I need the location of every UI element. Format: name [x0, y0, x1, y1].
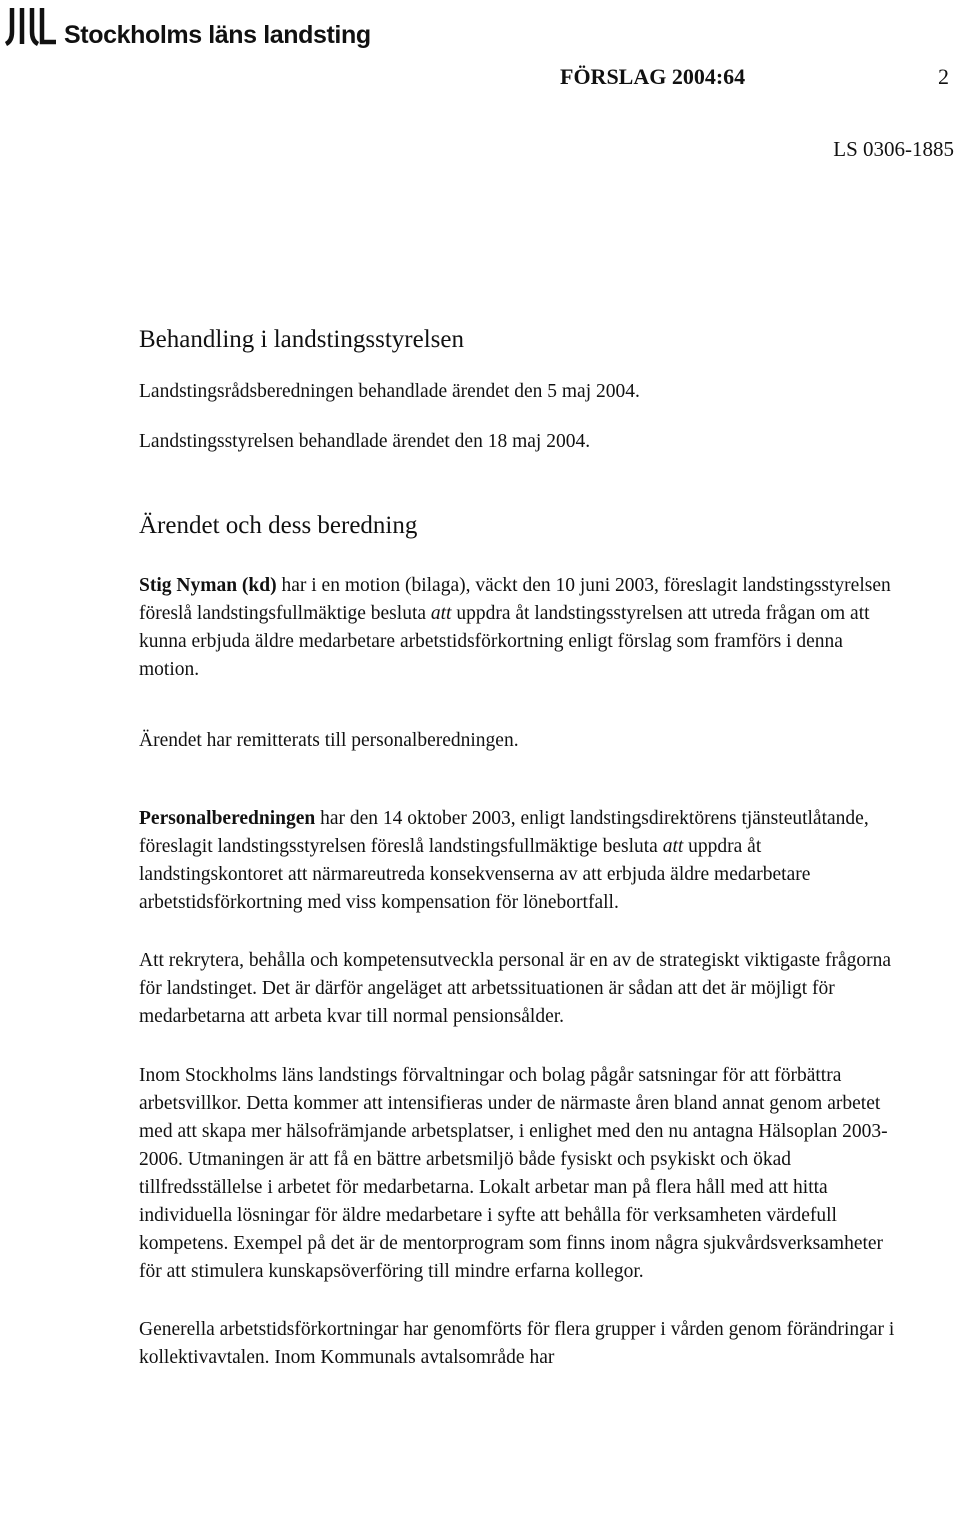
document-title: FÖRSLAG 2004:64: [560, 64, 746, 89]
paragraph-text: har den 14 oktober 2003, enligt landstingsdirektörens tjänsteutlåtande, föreslagit landstingsstyrelsen föreslå landstingsfullmäktige besluta: [139, 808, 869, 857]
paragraph: Generella arbetstidsförkortningar har genomförts för flera grupper i vården genom förändringar i kollektivavtalen. Inom Kommunals avtalsområde har: [139, 1319, 895, 1368]
paragraph: Inom Stockholms läns landstings förvaltningar och bolag pågår satsningar för att förbättra arbetsvillkor. Detta kommer att intensifieras under de närmaste åren bland annat genom arbetet med att skapa mer hälsofrämjande arbetsplatser, i enlighet med den nu antagna Hälsoplan 2003-2006. Utmaningen är att få en bättre arbetsmiljö både fysiskt och psykiskt och ökad tillfredsställelse i arbetet för medarbetarna. Lokalt arbetar man på flera håll med att hitta individuella lösningar för äldre medarbetare i syfte att behålla för verksamheten värdefull kompetens. Exempel på det är de mentorprogram som finns inom några sjukvårdsverksamheter för att stimulera kunskapsöverföring till mindre erfarna kollegor.: [139, 1065, 888, 1282]
document-reference: LS 0306-1885: [833, 137, 954, 161]
paragraph: [139, 572, 904, 684]
paragraph: Landstingsstyrelsen behandlade ärendet den 18 maj 2004.: [139, 431, 591, 452]
paragraph: Landstingsrådsberedningen behandlade ärendet den 5 maj 2004.: [139, 381, 640, 402]
committee-name: Personalberedningen: [139, 808, 316, 829]
paragraph-text: uppdra åt landstingsstyrelsen att utreda frågan om att kunna erbjuda äldre medarbetare arbetstidsförkortning enligt förslag som framförs i denna motion.: [139, 603, 870, 680]
paragraph-text: uppdra åt landstingskontoret att närmareutreda konsekvenserna av att erbjuda äldre medarbetare arbetstidsförkortning med viss kompensation för lönebortfall.: [139, 836, 811, 913]
motion-author: Stig Nyman (kd): [139, 575, 277, 596]
sll-logo-icon: [4, 6, 56, 46]
paragraph: [139, 805, 904, 917]
section-heading-board-handling: Behandling i landstingsstyrelsen: [139, 326, 464, 353]
paragraph: Att rekrytera, behålla och kompetensutveckla personal är en av de strategiskt viktigaste frågorna för landstinget. Det är därför angeläget att arbetssituationen är sådan att det är möjligt för medarbetarna att arbeta kvar till normal pensionsålder.: [139, 950, 892, 1027]
paragraph: Ärendet har remitterats till personalberedningen.: [139, 730, 519, 751]
org-logo: [4, 4, 371, 48]
section-heading-matter-preparation: Ärendet och dess beredning: [139, 512, 418, 539]
page-number: 2: [938, 64, 949, 89]
paragraph-text: har i en motion (bilaga), väckt den 10 juni 2003, föreslagit landstingsstyrelsen föreslå landstingsfullmäktige besluta: [139, 575, 891, 624]
emphasis: att: [430, 603, 452, 624]
org-name: Stockholms läns landsting: [64, 20, 371, 49]
document-body: [139, 320, 904, 1372]
emphasis: att: [662, 836, 684, 857]
